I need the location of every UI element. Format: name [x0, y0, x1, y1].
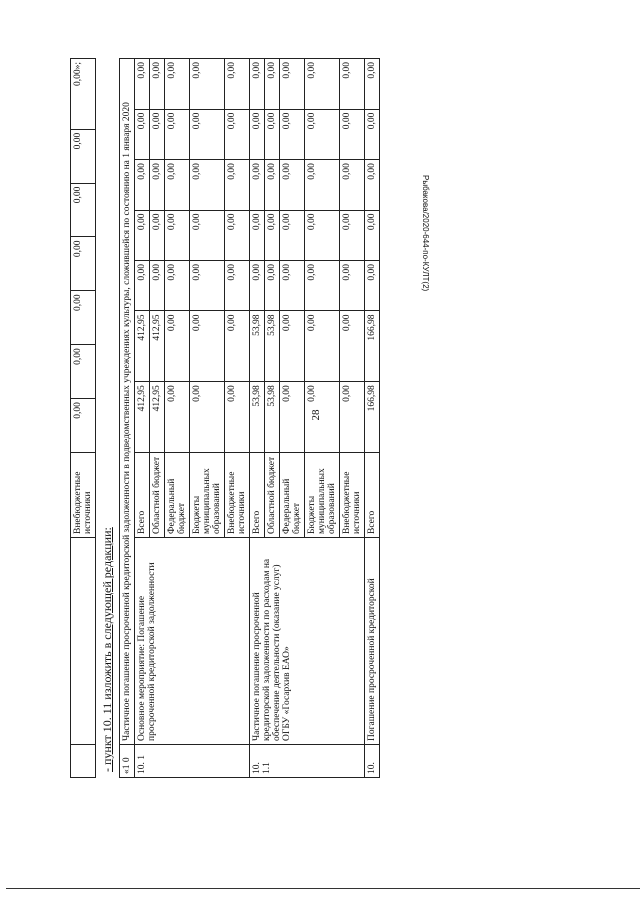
- value-cell: 0,00: [265, 59, 280, 110]
- table-row: [135, 59, 150, 778]
- row-label: Внебюджетные источники: [340, 453, 365, 538]
- value-cell: 0,00: [150, 261, 165, 311]
- footer-rule: [6, 888, 640, 889]
- value-cell: 0,00»;: [71, 59, 96, 130]
- value-cell: 0,00: [340, 59, 365, 110]
- value-cell: 412,95: [135, 382, 150, 453]
- row-label: Всего: [250, 453, 265, 538]
- value-cell: 0,00: [265, 210, 280, 260]
- block-code: 10.: [365, 745, 380, 778]
- value-cell: 0,00: [250, 59, 265, 110]
- value-cell: 0,00: [305, 382, 340, 453]
- value-cell: 0,00: [225, 59, 250, 110]
- block-code: 10. 1.1: [250, 745, 365, 778]
- value-cell: 412,95: [150, 382, 165, 453]
- value-cell: 0,00: [250, 160, 265, 210]
- value-cell: 53,98: [265, 311, 280, 382]
- intro-text: - пункт 10. 11 изложить в следующей редакции:: [100, 527, 114, 772]
- value-cell: 0,00: [365, 261, 380, 311]
- value-cell: 0,00: [250, 261, 265, 311]
- value-cell: 0,00: [135, 210, 150, 260]
- section-row: [120, 59, 135, 778]
- value-cell: 0,00: [265, 261, 280, 311]
- section-code: «1 0: [120, 745, 135, 778]
- value-cell: 0,00: [165, 382, 190, 453]
- row-label: Всего: [365, 453, 380, 538]
- value-cell: 0,00: [225, 382, 250, 453]
- row-label: Областной бюджет: [265, 453, 280, 538]
- row-label: Федеральный бюджет: [165, 453, 190, 538]
- row-label: Всего: [135, 453, 150, 538]
- top-table: [70, 58, 96, 778]
- value-cell: 0,00: [225, 210, 250, 260]
- value-cell: 0,00: [280, 160, 305, 210]
- value-cell: 0,00: [165, 261, 190, 311]
- value-cell: 0,00: [150, 59, 165, 110]
- table-row: [365, 59, 380, 778]
- value-cell: 0,00: [165, 59, 190, 110]
- value-cell: 0,00: [225, 160, 250, 210]
- value-cell: 166,98: [365, 382, 380, 453]
- value-cell: 0,00: [305, 311, 340, 382]
- value-cell: 0,00: [305, 210, 340, 260]
- row-label: Областной бюджет: [150, 453, 165, 538]
- value-cell: 0,00: [150, 109, 165, 159]
- value-cell: 0,00: [250, 109, 265, 159]
- value-cell: 0,00: [250, 210, 265, 260]
- value-cell: 0,00: [165, 160, 190, 210]
- value-cell: 0,00: [340, 160, 365, 210]
- value-cell: 0,00: [280, 382, 305, 453]
- value-cell: 0,00: [71, 399, 96, 453]
- value-cell: 0,00: [165, 109, 190, 159]
- value-cell: 0,00: [225, 261, 250, 311]
- page-number: 28: [310, 409, 322, 421]
- value-cell: 0,00: [190, 382, 225, 453]
- value-cell: 0,00: [150, 210, 165, 260]
- value-cell: 0,00: [190, 109, 225, 159]
- value-cell: 0,00: [280, 109, 305, 159]
- value-cell: 0,00: [340, 382, 365, 453]
- value-cell: 0,00: [150, 160, 165, 210]
- value-cell: 0,00: [71, 237, 96, 291]
- value-cell: 0,00: [135, 261, 150, 311]
- value-cell: 166,98: [365, 311, 380, 382]
- block-title: Погашение просроченной кредиторской: [365, 538, 380, 745]
- table-row: [250, 59, 265, 778]
- section-title: Частичное погашение просроченной кредиторской задолженности в подведомственных учреждениях культуры, сложившейся по состоянию на 1 января 2020: [120, 59, 135, 745]
- row-label: Федеральный бюджет: [280, 453, 305, 538]
- value-cell: 53,98: [250, 311, 265, 382]
- value-cell: 0,00: [225, 311, 250, 382]
- value-cell: 0,00: [365, 59, 380, 110]
- value-cell: 0,00: [71, 291, 96, 345]
- value-cell: 0,00: [71, 129, 96, 183]
- row-label: Бюджеты муниципальных образований: [190, 453, 225, 538]
- value-cell: 0,00: [71, 345, 96, 399]
- block-title: Частичное погашение просроченной кредиторской задолженности по расходам на обеспечение деятельности (оказание услуг) ОГБУ «Госархив ЕАО»: [250, 538, 365, 745]
- value-cell: 0,00: [280, 311, 305, 382]
- value-cell: 0,00: [190, 160, 225, 210]
- value-cell: 412,95: [135, 311, 150, 382]
- block-code: 10. 1: [135, 745, 250, 778]
- value-cell: 0,00: [165, 311, 190, 382]
- value-cell: 0,00: [280, 261, 305, 311]
- value-cell: 53,98: [250, 382, 265, 453]
- value-cell: 0,00: [165, 210, 190, 260]
- value-cell: 412,95: [150, 311, 165, 382]
- value-cell: 0,00: [340, 311, 365, 382]
- value-cell: 0,00: [305, 109, 340, 159]
- value-cell: 0,00: [190, 210, 225, 260]
- value-cell: 0,00: [190, 311, 225, 382]
- value-cell: 0,00: [340, 210, 365, 260]
- main-table: [119, 58, 380, 778]
- row-label: Бюджеты муниципальных образований: [305, 453, 340, 538]
- value-cell: 53,98: [265, 382, 280, 453]
- value-cell: 0,00: [365, 109, 380, 159]
- value-cell: 0,00: [265, 109, 280, 159]
- value-cell: 0,00: [135, 160, 150, 210]
- value-cell: 0,00: [225, 109, 250, 159]
- value-cell: 0,00: [71, 183, 96, 237]
- document-stamp: Рыбакова/2020-644-по-КУЛТ(2): [421, 175, 430, 292]
- row-label: Внебюджетные источники: [71, 453, 96, 538]
- value-cell: 0,00: [365, 160, 380, 210]
- row-label: Внебюджетные источники: [225, 453, 250, 538]
- value-cell: 0,00: [265, 160, 280, 210]
- value-cell: 0,00: [135, 59, 150, 110]
- value-cell: 0,00: [340, 109, 365, 159]
- value-cell: 0,00: [340, 261, 365, 311]
- value-cell: 0,00: [135, 109, 150, 159]
- value-cell: 0,00: [190, 261, 225, 311]
- rotated-table-container: [70, 58, 610, 778]
- value-cell: 0,00: [305, 59, 340, 110]
- table-row: [71, 59, 96, 778]
- value-cell: 0,00: [305, 160, 340, 210]
- value-cell: 0,00: [280, 210, 305, 260]
- value-cell: 0,00: [365, 210, 380, 260]
- value-cell: 0,00: [280, 59, 305, 110]
- value-cell: 0,00: [305, 261, 340, 311]
- block-title: Основное мероприятие: Погашение просроченной кредиторской задолженности: [135, 538, 250, 745]
- value-cell: 0,00: [190, 59, 225, 110]
